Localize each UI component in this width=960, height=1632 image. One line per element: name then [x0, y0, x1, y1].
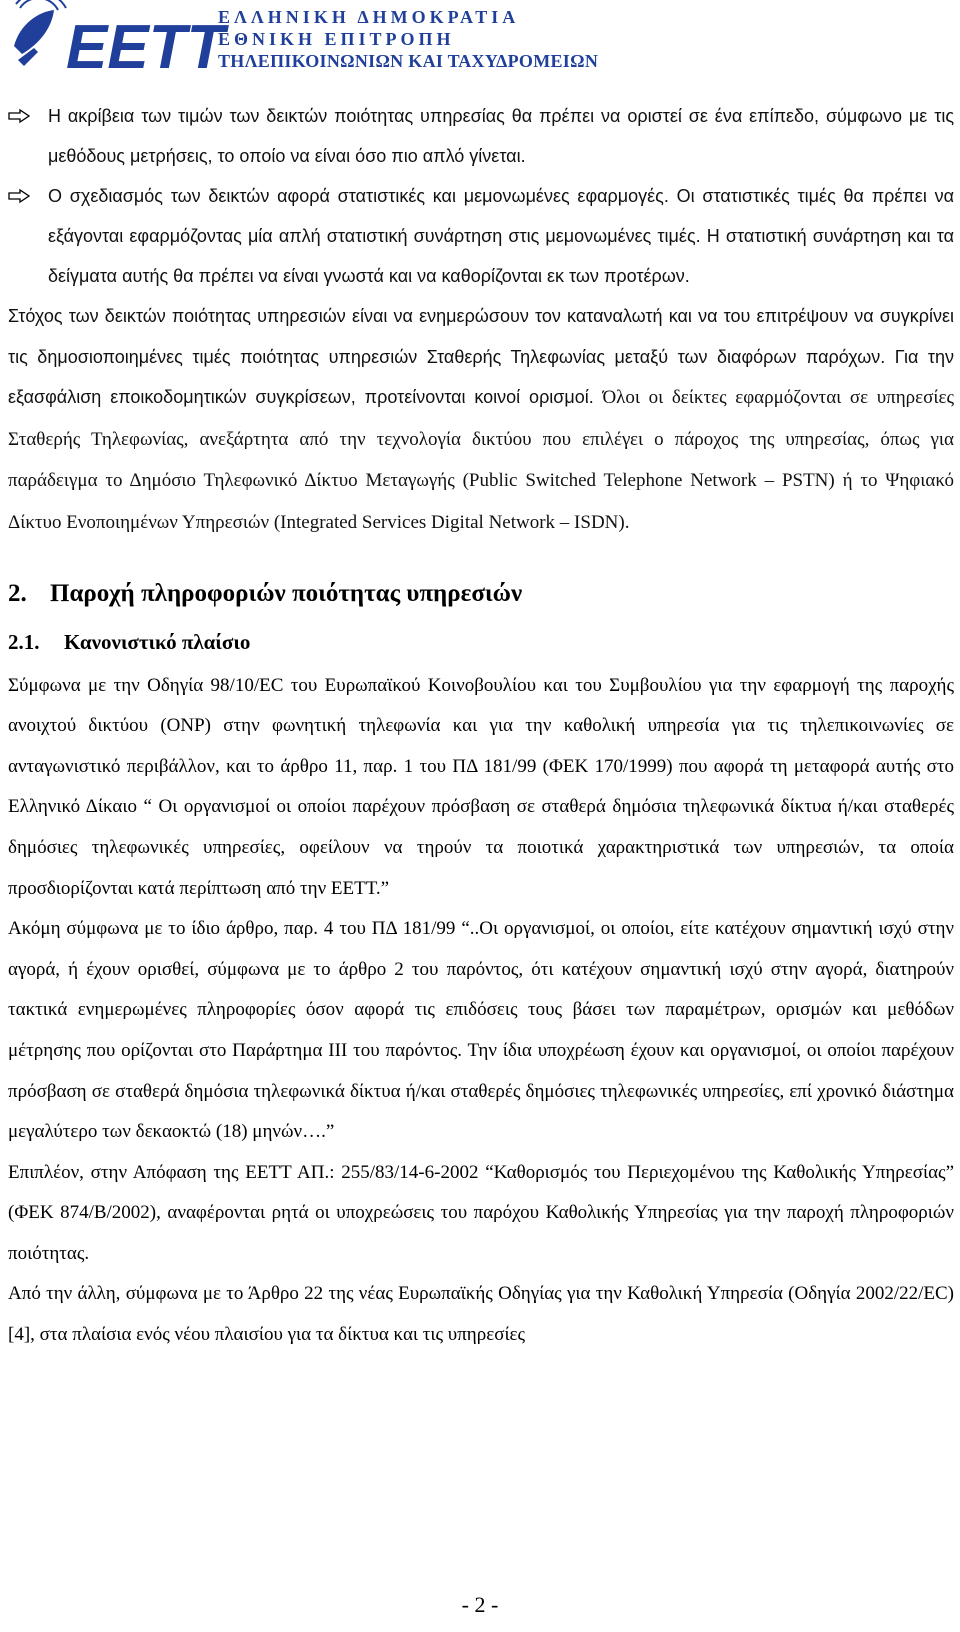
section-title: Παροχή πληροφοριών ποιότητας υπηρεσιών: [50, 579, 523, 607]
org-line-1: ΕΛΛΗΝΙΚΗ ΔΗΜΟΚΡΑΤΙΑ: [218, 7, 520, 27]
org-line-3: ΤΗΛΕΠΙΚΟΙΝΩΝΙΩΝ ΚΑΙ ΤΑΧΥΔΡΟΜΕΙΩΝ: [218, 51, 599, 71]
section-heading: [8, 574, 954, 614]
eett-logo: [8, 2, 225, 82]
svg-text:ΕΕΤΤ: ΕΕΤΤ: [66, 13, 225, 82]
arrow-right-icon: [8, 109, 30, 123]
arrow-right-icon: [8, 189, 30, 203]
bullet-text: Η ακρίβεια των τιμών των δεικτών ποιότητας υπηρεσίας θα πρέπει να οριστεί σε ένα επίπεδο, σύμφωνο με τις μεθόδους μετρήσεις, το οποίο να είναι όσο πιο απλό γίνεται.: [48, 106, 954, 166]
section-number: 2.: [8, 579, 27, 607]
bullet-item: [8, 176, 954, 296]
paragraph: Ακόμη σύμφωνα με το ίδιο άρθρο, παρ. 4 του ΠΔ 181/99 “..Οι οργανισμοί, οι οποίοι, είτε κατέχουν σημαντική ισχύ στην αγορά, ή έχουν ορισθεί, σύμφωνα με το άρθρο 2 του παρόντος, ότι κατέχουν σημαντική ισχύ στην αγορά, διατηρούν τακτικά ενημερωμένες πληροφορίες όσον αφορά τις επιδόσεις τους βάσει των παραμέτρων, ορισμών και μεθόδων μέτρησης που ορίζονται στο Παράρτημα ΙΙΙ του παρόντος. Την ίδια υποχρέωση έχουν και οργανισμοί, οι οποίοι παρέχουν πρόσβαση σε σταθερά δημόσια τηλεφωνικά δίκτυα ή/και σταθερές δημόσιες τηλεφωνικές υπηρεσίες, επί χρονικό διάστημα μεγαλύτερο των δεκαοκτώ (18) μηνών….”: [8, 918, 954, 1143]
org-line-2: ΕΘΝΙΚΗ ΕΠΙΤΡΟΠΗ: [218, 29, 455, 49]
intro-text-a: Στόχος των δεικτών ποιότητας υπηρεσιών είναι να ενημερώσουν τον καταναλωτή και να του επιτρέψουν να συγκρίνει τις δημοσιοποιημένες τιμές ποιότητας υπηρεσιών Σταθερής Τηλεφωνίας μεταξύ των διαφόρων παρόχων. Για την εξασφάλιση εποικοδομητικών συγκρίσεων, προτείνονται κοινοί ορισμοί.: [8, 306, 954, 408]
intro-text-b: Όλοι οι δείκτες εφαρμόζονται σε υπηρεσίες Σταθερής Τηλεφωνίας, ανεξάρτητα από την τεχνολογία δικτύου που επιλέγει ο πάροχος της υπηρεσίας, όπως για παράδειγμα το Δημόσιο Τηλεφωνικό Δίκτυο Μεταγωγής (Public Switched Telephone Network – PSTN) ή το Ψηφιακό Δίκτυο Ενοποιημένων Υπηρεσιών (Integrated Services Digital Network – ISDN).: [8, 387, 954, 533]
intro-paragraph: [8, 296, 954, 544]
subsection-number: 2.1.: [8, 629, 40, 654]
bullet-item: [8, 96, 954, 176]
bullet-text: Ο σχεδιασμός των δεικτών αφορά στατιστικές και μεμονωμένες εφαρμογές. Οι στατιστικές τιμές θα πρέπει να εξάγονται εφαρμόζοντας μία απλή στατιστική συνάρτηση στις μεμονωμένες τιμές. Η στατιστική συνάρτηση και τα δείγματα αυτής θα πρέπει να είναι γνωστά και να καθορίζονται εκ των προτέρων.: [48, 186, 954, 286]
paragraph: Σύμφωνα με την Οδηγία 98/10/EC του Ευρωπαϊκού Κοινοβουλίου και του Συμβουλίου για την εφαρμογή της παροχής ανοιχτού δικτύου (ONP) στην φωνητική τηλεφωνία και για την καθολική υπηρεσία για τις τηλεπικοινωνίες σε ανταγωνιστικό περιβάλλον, και το άρθρο 11, παρ. 1 του ΠΔ 181/99 (ΦΕΚ 170/1999) που αφορά τη μεταφορά αυτής στο Ελληνικό Δίκαιο “ Οι οργανισμοί οι οποίοι παρέχουν πρόσβαση σε σταθερά δημόσια τηλεφωνικά δίκτυα ή/και σταθερές δημόσιες τηλεφωνικές υπηρεσίες, οφείλουν να τηρούν τα ποιοτικά χαρακτηριστικά των υπηρεσιών, τα οποία προσδιορίζονται κατά περίπτωση από την ΕΕΤΤ.”: [8, 674, 954, 899]
page-number: - 2 -: [461, 1592, 499, 1617]
subsection-heading: [8, 622, 954, 662]
letterhead: [8, 2, 948, 80]
subsection-title: Κανονιστικό πλαίσιο: [64, 629, 251, 654]
paragraph: Επιπλέον, στην Απόφαση της ΕΕΤΤ ΑΠ.: 255/83/14-6-2002 “Καθορισμός του Περιεχομένου της Καθολικής Υπηρεσίας” (ΦΕΚ 874/Β/2002), αναφέρονται ρητά οι υποχρεώσεις του παρόχου Καθολικής Υπηρεσίας για την παροχή πληροφοριών ποιότητας.: [8, 1161, 954, 1264]
organization-name: [218, 6, 598, 72]
paragraph: Από την άλλη, σύμφωνα με το Άρθρο 22 της νέας Ευρωπαϊκής Οδηγίας για την Καθολική Υπηρεσία (Οδηγία 2002/22/EC)[4], στα πλαίσια ενός νέου πλαισίου για τα δίκτυα και τις υπηρεσίες: [8, 1283, 954, 1346]
document-body: [8, 96, 954, 1356]
